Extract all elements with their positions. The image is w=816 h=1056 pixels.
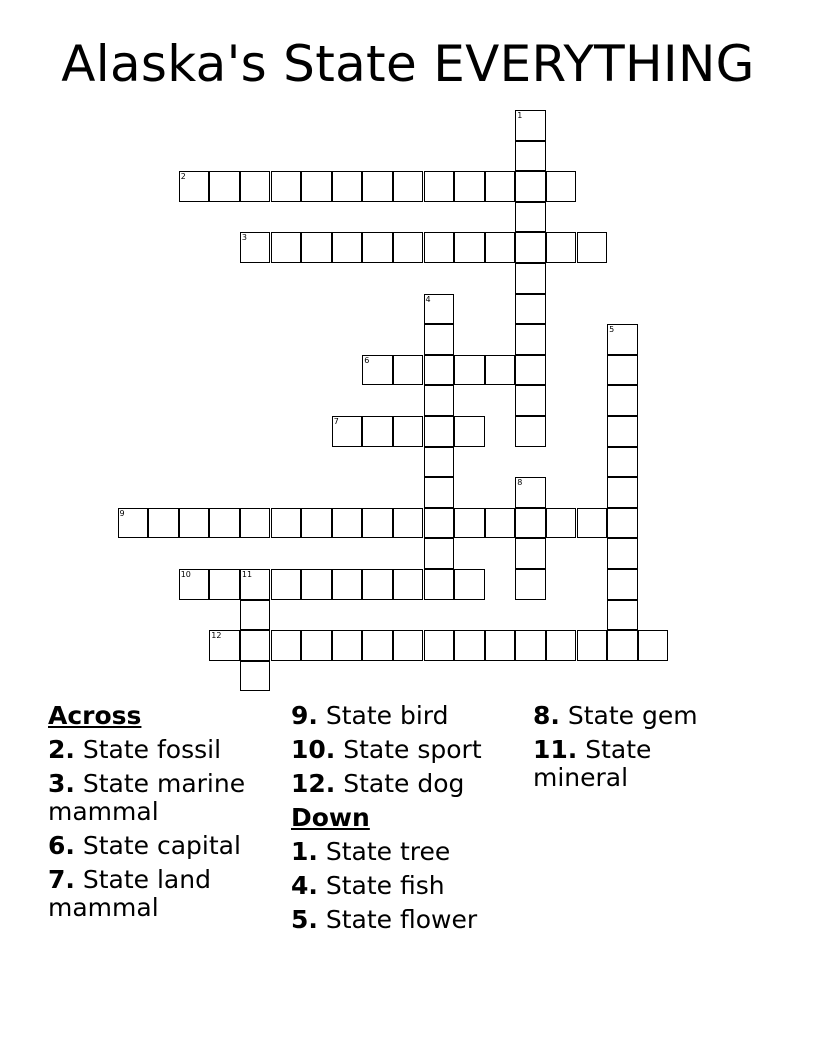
- grid-cell[interactable]: [118, 508, 149, 539]
- grid-cell[interactable]: [424, 538, 455, 569]
- clue-number: 10.: [291, 735, 336, 764]
- grid-cell[interactable]: [607, 447, 638, 478]
- grid-cell[interactable]: [332, 569, 363, 600]
- clue-down-5: [291, 906, 516, 934]
- grid-cell[interactable]: [393, 508, 424, 539]
- grid-cell[interactable]: [515, 416, 546, 447]
- clues-column-3: [533, 702, 748, 798]
- grid-cell[interactable]: [179, 569, 210, 600]
- grid-cell[interactable]: [515, 202, 546, 233]
- grid-cell[interactable]: [271, 171, 302, 202]
- grid-cell[interactable]: [271, 508, 302, 539]
- clue-text: State mineral: [533, 735, 652, 792]
- grid-cell[interactable]: [515, 477, 546, 508]
- grid-cell[interactable]: [424, 385, 455, 416]
- clue-number: 1.: [291, 837, 318, 866]
- grid-cell[interactable]: [515, 538, 546, 569]
- clue-text: State gem: [567, 701, 698, 730]
- clue-down-1: [291, 838, 516, 866]
- cell-number: 1: [517, 111, 523, 120]
- grid-cell[interactable]: [209, 569, 240, 600]
- clue-down-4: [291, 872, 516, 900]
- clue-number: 8.: [533, 701, 560, 730]
- grid-cell[interactable]: [332, 416, 363, 447]
- grid-cell[interactable]: [577, 232, 608, 263]
- down-header: Down: [291, 803, 370, 832]
- grid-cell[interactable]: [607, 600, 638, 631]
- clue-text: State fish: [325, 871, 445, 900]
- grid-cell[interactable]: [240, 171, 271, 202]
- grid-cell[interactable]: [515, 141, 546, 172]
- grid-cell[interactable]: [301, 569, 332, 600]
- grid-cell[interactable]: [577, 630, 608, 661]
- grid-cell[interactable]: [454, 569, 485, 600]
- grid-cell[interactable]: [607, 569, 638, 600]
- grid-cell[interactable]: [393, 232, 424, 263]
- grid-cell[interactable]: [607, 324, 638, 355]
- grid-cell[interactable]: [485, 630, 516, 661]
- cell-number: 2: [180, 172, 186, 182]
- grid-cell[interactable]: [638, 630, 669, 661]
- clue-number: 6.: [48, 831, 75, 860]
- clue-text: State bird: [325, 701, 449, 730]
- grid-cell[interactable]: [362, 355, 393, 386]
- grid-cell[interactable]: [240, 569, 271, 600]
- grid-cell[interactable]: [515, 110, 546, 141]
- clue-text: State sport: [343, 735, 482, 764]
- grid-cell[interactable]: [607, 416, 638, 447]
- grid-cell[interactable]: [209, 171, 240, 202]
- grid-cell[interactable]: [240, 630, 271, 661]
- clue-number: 11.: [533, 735, 578, 764]
- grid-cell[interactable]: [424, 447, 455, 478]
- grid-cell[interactable]: [148, 508, 179, 539]
- grid-cell[interactable]: [577, 508, 608, 539]
- clue-number: 2.: [48, 735, 75, 764]
- grid-cell[interactable]: [301, 508, 332, 539]
- cell-number: 8: [517, 478, 523, 488]
- clue-across-10: [291, 736, 516, 764]
- grid-cell[interactable]: [179, 508, 210, 539]
- grid-cell[interactable]: [362, 232, 393, 263]
- clue-across-12: [291, 770, 516, 798]
- clues-column-2: [291, 702, 516, 940]
- grid-cell[interactable]: [454, 232, 485, 263]
- cell-number: 7: [333, 417, 339, 426]
- grid-cell[interactable]: [607, 355, 638, 386]
- cell-number: 3: [241, 233, 247, 243]
- grid-cell[interactable]: [607, 538, 638, 569]
- grid-cell[interactable]: [393, 171, 424, 202]
- cell-number: 6: [364, 355, 370, 365]
- grid-cell[interactable]: [301, 630, 332, 661]
- clue-down-8: [533, 702, 748, 730]
- puzzle-title: Alaska's State EVERYTHING: [61, 35, 755, 93]
- clues-column-1: [48, 702, 263, 928]
- grid-cell[interactable]: [546, 508, 577, 539]
- grid-cell[interactable]: [546, 232, 577, 263]
- grid-cell[interactable]: [301, 171, 332, 202]
- grid-cell[interactable]: [485, 355, 516, 386]
- cell-number: 9: [119, 508, 125, 518]
- grid-cell[interactable]: [271, 569, 302, 600]
- grid-cell[interactable]: [424, 324, 455, 355]
- grid-cell[interactable]: [240, 232, 271, 263]
- cell-number: 4: [425, 294, 431, 304]
- grid-cell[interactable]: [546, 171, 577, 202]
- clue-number: 5.: [291, 905, 318, 934]
- grid-cell[interactable]: [515, 630, 546, 661]
- grid-cell[interactable]: [209, 630, 240, 661]
- grid-cell[interactable]: [515, 508, 546, 539]
- grid-cell[interactable]: [607, 508, 638, 539]
- cell-number: 10: [180, 570, 191, 579]
- grid-cell[interactable]: [485, 232, 516, 263]
- clue-text: State marine mammal: [48, 769, 246, 826]
- grid-cell[interactable]: [362, 416, 393, 447]
- grid-cell[interactable]: [607, 630, 638, 661]
- grid-cell[interactable]: [424, 355, 455, 386]
- grid-cell[interactable]: [240, 661, 271, 692]
- grid-cell[interactable]: [271, 232, 302, 263]
- grid-cell[interactable]: [362, 630, 393, 661]
- clue-number: 9.: [291, 701, 318, 730]
- grid-cell[interactable]: [209, 508, 240, 539]
- grid-cell[interactable]: [515, 355, 546, 386]
- grid-cell[interactable]: [485, 508, 516, 539]
- grid-cell[interactable]: [454, 416, 485, 447]
- grid-cell[interactable]: [607, 477, 638, 508]
- grid-cell[interactable]: [332, 171, 363, 202]
- clue-text: State dog: [343, 769, 465, 798]
- grid-cell[interactable]: [179, 171, 210, 202]
- grid-cell[interactable]: [424, 569, 455, 600]
- grid-cell[interactable]: [240, 600, 271, 631]
- grid-cell[interactable]: [424, 477, 455, 508]
- grid-cell[interactable]: [515, 385, 546, 416]
- grid-cell[interactable]: [393, 630, 424, 661]
- grid-cell[interactable]: [332, 232, 363, 263]
- grid-cell[interactable]: [424, 630, 455, 661]
- grid-cell[interactable]: [607, 385, 638, 416]
- clue-number: 3.: [48, 769, 75, 798]
- grid-cell[interactable]: [393, 569, 424, 600]
- clue-text: State land mammal: [48, 865, 211, 922]
- grid-cell[interactable]: [393, 416, 424, 447]
- clue-number: 12.: [291, 769, 336, 798]
- grid-cell[interactable]: [515, 294, 546, 325]
- clue-text: State fossil: [82, 735, 222, 764]
- grid-cell[interactable]: [362, 508, 393, 539]
- grid-cell[interactable]: [515, 263, 546, 294]
- grid-cell[interactable]: [424, 416, 455, 447]
- grid-cell[interactable]: [362, 569, 393, 600]
- grid-cell[interactable]: [454, 508, 485, 539]
- clue-text: State tree: [325, 837, 451, 866]
- grid-cell[interactable]: [301, 232, 332, 263]
- grid-cell[interactable]: [240, 508, 271, 539]
- cell-number: 5: [609, 325, 615, 335]
- grid-cell[interactable]: [424, 232, 455, 263]
- cell-number: 12: [211, 631, 222, 641]
- grid-cell[interactable]: [515, 569, 546, 600]
- grid-cell[interactable]: [515, 171, 546, 202]
- grid-cell[interactable]: [424, 171, 455, 202]
- grid-cell[interactable]: [332, 508, 363, 539]
- cell-number: 11: [241, 570, 253, 579]
- grid-cell[interactable]: [515, 232, 546, 263]
- clue-across-6: [48, 832, 263, 860]
- clue-across-7: [48, 866, 263, 922]
- grid-cell[interactable]: [271, 630, 302, 661]
- clue-text: State flower: [325, 905, 478, 934]
- grid-cell[interactable]: [454, 355, 485, 386]
- clue-number: 7.: [48, 865, 75, 894]
- clue-across-3: [48, 770, 263, 826]
- grid-cell[interactable]: [332, 630, 363, 661]
- grid-cell[interactable]: [424, 508, 455, 539]
- clue-down-11: [533, 736, 748, 792]
- grid-cell[interactable]: [454, 171, 485, 202]
- across-header: Across: [48, 701, 142, 730]
- grid-cell[interactable]: [515, 324, 546, 355]
- grid-cell[interactable]: [546, 630, 577, 661]
- grid-cell[interactable]: [393, 355, 424, 386]
- grid-cell[interactable]: [485, 171, 516, 202]
- clue-number: 4.: [291, 871, 318, 900]
- clue-across-9: [291, 702, 516, 730]
- grid-cell[interactable]: [454, 630, 485, 661]
- clue-text: State capital: [82, 831, 241, 860]
- grid-cell[interactable]: [362, 171, 393, 202]
- clue-across-2: [48, 736, 263, 764]
- grid-cell[interactable]: [424, 294, 455, 325]
